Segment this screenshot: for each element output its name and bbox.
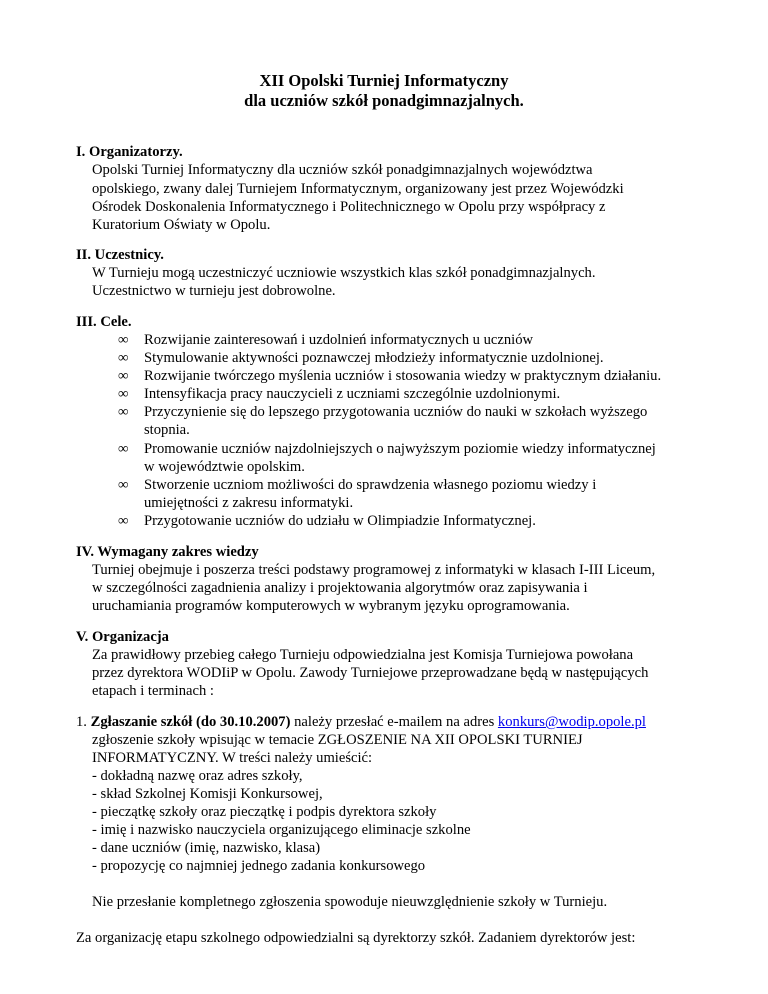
section-text: Ośrodek Doskonalenia Informatycznego i Politechnicznego w Opolu przy współpracy z (92, 199, 606, 215)
section-heading-organization: V. Organizacja (76, 629, 169, 645)
step-text: INFORMATYCZNY. W treści należy umieścić: (92, 750, 373, 766)
bullet-icon: ∞ (118, 477, 129, 493)
section-text: Za prawidłowy przebieg całego Turnieju odpowiedzialna jest Komisja Turniejowa powołana (92, 647, 634, 663)
goal-item: Przyczynienie się do lepszego przygotowania uczniów do nauki w szkołach wyższego (144, 404, 648, 420)
requirement-item: - imię i nazwisko nauczyciela organizującego eliminacje szkolne (92, 822, 471, 838)
bullet-icon: ∞ (118, 513, 129, 529)
goal-item-continuation: umiejętności z zakresu informatyki. (144, 495, 354, 511)
goal-item: Rozwijanie zainteresowań i uzdolnień informatycznych u uczniów (144, 332, 534, 348)
section-heading-organizers: I. Organizatorzy. (76, 144, 183, 160)
requirement-item: - dokładną nazwę oraz adres szkoły, (92, 768, 303, 784)
step-text: zgłoszenie szkoły wpisując w temacie ZGŁOSZENIE NA XII OPOLSKI TURNIEJ (92, 732, 583, 748)
footer-text: Za organizację etapu szkolnego odpowiedzialni są dyrektorzy szkół. Zadaniem dyrektorów jest: (76, 930, 636, 946)
section-text: Opolski Turniej Informatyczny dla uczniów szkół ponadgimnazjalnych województwa (92, 162, 593, 178)
goal-item: Przygotowanie uczniów do udziału w Olimpiadzie Informatycznej. (144, 513, 536, 529)
section-text: Uczestnictwo w turnieju jest dobrowolne. (92, 283, 336, 299)
requirement-item: - dane uczniów (imię, nazwisko, klasa) (92, 840, 321, 856)
section-text: Turniej obejmuje i poszerza treści podstawy programowej z informatyki w klasach I-III Liceum, (92, 562, 656, 578)
document-title-line-2: dla uczniów szkół ponadgimnazjalnych. (244, 91, 524, 110)
section-text: w szczególności zagadnienia analizy i projektowania algorytmów oraz zapisywania i (92, 580, 588, 596)
bullet-icon: ∞ (118, 386, 129, 402)
bullet-icon: ∞ (118, 368, 129, 384)
section-text: uruchamiania programów komputerowych w wybranym języku oprogramowania. (92, 598, 570, 614)
requirement-item: - pieczątkę szkoły oraz pieczątkę i podpis dyrektora szkoły (92, 804, 437, 820)
section-text: przez dyrektora WODIiP w Opolu. Zawody Turniejowe przeprowadzane będą w następujących (92, 665, 649, 681)
goal-item: Intensyfikacja pracy nauczycieli z uczniami szczególnie uzdolnionymi. (144, 386, 561, 402)
goal-item: Stworzenie uczniom możliwości do sprawdzenia własnego poziomu wiedzy i (144, 477, 597, 493)
goal-item: Rozwijanie twórczego myślenia uczniów i stosowania wiedzy w praktycznym działaniu. (144, 368, 662, 384)
bullet-icon: ∞ (118, 404, 129, 420)
section-text: W Turnieju mogą uczestniczyć uczniowie wszystkich klas szkół ponadgimnazjalnych. (92, 265, 596, 281)
section-text: opolskiego, zwany dalej Turniejem Informatycznym, organizowany jest przez Wojewódzki (92, 181, 624, 197)
goal-item: Promowanie uczniów najzdolniejszych o najwyższym poziomie wiedzy informatycznej (144, 441, 656, 457)
goal-item-continuation: w województwie opolskim. (144, 459, 305, 475)
goal-item: Stymulowanie aktywności poznawczej młodzieży informatycznie uzdolnionej. (144, 350, 604, 366)
document-title-line-1: XII Opolski Turniej Informatyczny (259, 71, 509, 90)
step-title: Zgłaszanie szkół (do 30.10.2007) (90, 714, 291, 730)
section-heading-participants: II. Uczestnicy. (76, 247, 164, 263)
step-1-line (76, 713, 646, 731)
requirement-item: - propozycję co najmniej jednego zadania konkursowego (92, 858, 426, 874)
section-text: Kuratorium Oświaty w Opolu. (92, 217, 271, 233)
step-text: należy przesłać e-mailem na adres (290, 714, 498, 730)
step-number: 1. (76, 714, 87, 730)
section-heading-knowledge: IV. Wymagany zakres wiedzy (76, 544, 259, 560)
requirement-item: - skład Szkolnej Komisji Konkursowej, (92, 786, 323, 802)
bullet-icon: ∞ (118, 332, 129, 348)
section-text: etapach i terminach : (92, 683, 214, 699)
incomplete-note: Nie przesłanie kompletnego zgłoszenia spowoduje nieuwzględnienie szkoły w Turnieju. (92, 894, 608, 910)
goal-item-continuation: stopnia. (144, 422, 190, 438)
bullet-icon: ∞ (118, 441, 129, 457)
email-link[interactable]: konkurs@wodip.opole.pl (497, 714, 646, 730)
section-heading-goals: III. Cele. (76, 314, 132, 330)
bullet-icon: ∞ (118, 350, 129, 366)
